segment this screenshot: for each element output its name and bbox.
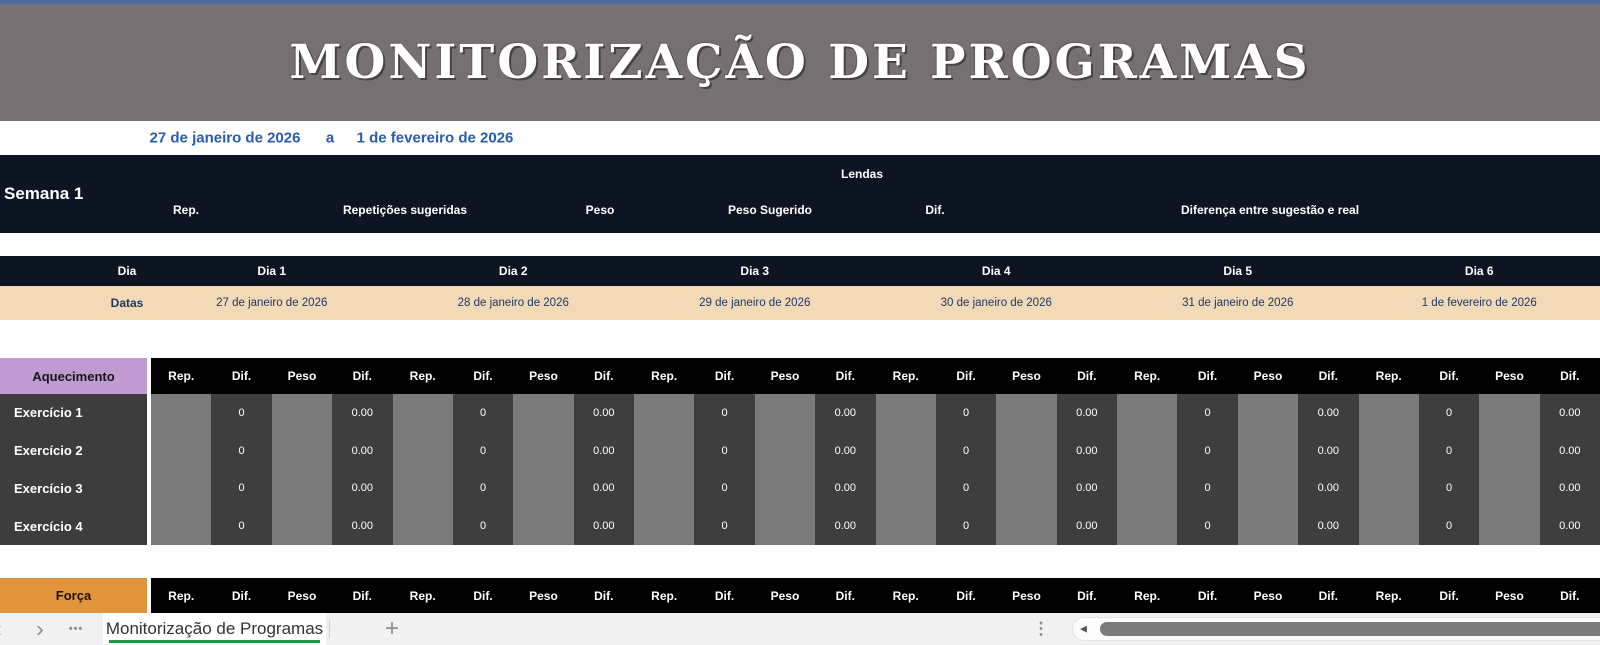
entry-input-cell[interactable]	[876, 394, 936, 432]
metric-header-cell: Dif.	[714, 588, 735, 603]
metric-header-cell: Rep.	[409, 369, 436, 383]
metric-header-cell: Rep.	[168, 588, 195, 603]
difference-value-cell[interactable]: 0	[211, 470, 271, 508]
metric-header-cell: Dif.	[473, 588, 493, 603]
difference-value-cell[interactable]: 0	[453, 432, 513, 470]
difference-value-cell[interactable]: 0	[1419, 470, 1479, 508]
entry-input-cell[interactable]	[1117, 394, 1177, 432]
warmup-table-body	[0, 394, 1600, 545]
difference-value-cell[interactable]: 0.00	[574, 394, 634, 432]
difference-value-cell[interactable]: 0	[694, 470, 754, 508]
date-cell: 29 de janeiro de 2026	[699, 297, 811, 309]
entry-input-cell[interactable]	[272, 470, 332, 508]
entry-input-cell[interactable]	[996, 507, 1056, 545]
metric-header-cell: Peso	[770, 588, 800, 603]
entry-input-cell[interactable]	[1479, 470, 1539, 508]
metric-header-cell: Dif.	[714, 369, 735, 383]
date-cell: 1 de fevereiro de 2026	[1421, 297, 1537, 309]
entry-input-cell[interactable]	[996, 432, 1056, 470]
add-sheet-button[interactable]: +	[384, 615, 400, 642]
entry-input-cell[interactable]	[513, 507, 573, 545]
entry-input-cell[interactable]	[634, 507, 694, 545]
entry-input-cell[interactable]	[1359, 394, 1419, 432]
metric-header-cell: Dif.	[1077, 588, 1097, 603]
day-header-row	[0, 256, 1600, 286]
entry-input-cell[interactable]	[1117, 470, 1177, 508]
title-banner	[0, 4, 1600, 121]
metric-header-cell: Dif.	[231, 588, 252, 603]
metric-header-cell: Rep.	[168, 369, 195, 383]
metric-header-cell: Rep.	[1375, 369, 1402, 383]
entry-input-cell[interactable]	[1117, 432, 1177, 470]
date-cells	[151, 286, 1600, 320]
difference-value-cell[interactable]: 0.00	[332, 470, 392, 508]
difference-value-cell[interactable]: 0.00	[815, 394, 875, 432]
difference-value-cell[interactable]: 0	[211, 394, 271, 432]
legend-title: Lendas	[840, 167, 884, 181]
metric-header-cell: Dif.	[473, 369, 493, 383]
date-cell: 28 de janeiro de 2026	[457, 297, 569, 309]
difference-value-cell[interactable]: 0	[1419, 394, 1479, 432]
difference-value-cell[interactable]: 0.00	[815, 470, 875, 508]
date-cell: 30 de janeiro de 2026	[940, 297, 1052, 309]
difference-value-cell[interactable]: 0.00	[1540, 394, 1600, 432]
entry-input-cell[interactable]	[393, 470, 453, 508]
metric-header-cell: Dif.	[1439, 588, 1459, 603]
entry-input-cell[interactable]	[996, 470, 1056, 508]
metric-header-cell: Rep.	[1134, 369, 1161, 383]
metric-header-cell: Dif.	[1318, 369, 1338, 383]
dates-row	[0, 286, 1600, 320]
dates-corner-label: Datas	[110, 296, 144, 310]
metric-header-cell: Dif.	[1439, 369, 1459, 383]
entry-input-cell[interactable]	[755, 432, 815, 470]
entry-input-cell[interactable]	[634, 394, 694, 432]
scrollbar-left-arrow-icon[interactable]: ◀	[1080, 623, 1087, 634]
difference-value-cell[interactable]: 0.00	[1540, 507, 1600, 545]
difference-value-cell[interactable]: 0.00	[1057, 507, 1117, 545]
entry-input-cell[interactable]	[393, 507, 453, 545]
day-header-cell: Dia 6	[1464, 264, 1494, 278]
entry-input-cell[interactable]	[1238, 507, 1298, 545]
entry-input-cell[interactable]	[634, 470, 694, 508]
difference-value-cell[interactable]: 0.00	[332, 394, 392, 432]
difference-value-cell[interactable]: 0.00	[1298, 470, 1358, 508]
metric-header-cell: Dif.	[1560, 588, 1580, 603]
metric-header-cell: Dif.	[956, 588, 976, 603]
metric-header-cell: Peso	[1495, 369, 1524, 383]
metric-header-cell: Dif.	[352, 369, 372, 383]
exercise-name-column	[0, 394, 147, 545]
metric-header-cell: Dif.	[835, 369, 855, 383]
metric-header-cell: Rep.	[1134, 588, 1161, 603]
metric-header-cell: Dif.	[835, 588, 855, 603]
difference-value-cell[interactable]: 0.00	[1540, 470, 1600, 508]
entry-input-cell[interactable]	[1479, 432, 1539, 470]
difference-value-cell[interactable]: 0	[453, 507, 513, 545]
difference-value-cell[interactable]: 0	[1419, 432, 1479, 470]
metric-header-cell: Dif.	[956, 369, 976, 383]
day-header-cells	[151, 256, 1600, 286]
entry-input-cell[interactable]	[151, 507, 211, 545]
warmup-section-header	[0, 358, 1600, 394]
horizontal-scrollbar-thumb[interactable]	[1100, 622, 1600, 636]
tabs-scroll-left-icon[interactable]	[0, 616, 2, 643]
active-sheet-tab[interactable]	[103, 613, 326, 645]
entry-input-cell[interactable]	[1479, 394, 1539, 432]
metric-header-cell: Peso	[529, 369, 558, 383]
metric-header-cell: Dif.	[1318, 588, 1338, 603]
date-cell: 31 de janeiro de 2026	[1182, 297, 1294, 309]
active-sheet-tab-label: Monitorização de Programas	[105, 619, 324, 638]
metric-header-cell: Dif.	[1077, 369, 1097, 383]
week-label: Semana 1	[4, 184, 84, 203]
difference-value-cell[interactable]: 0	[694, 394, 754, 432]
difference-value-cell[interactable]: 0.00	[332, 432, 392, 470]
metric-header-cell: Dif.	[231, 369, 252, 383]
difference-value-cell[interactable]: 0.00	[1298, 394, 1358, 432]
difference-value-cell[interactable]: 0.00	[1298, 507, 1358, 545]
difference-value-cell[interactable]: 0.00	[1540, 432, 1600, 470]
difference-value-cell[interactable]: 0.00	[332, 507, 392, 545]
difference-value-cell[interactable]: 0	[1177, 470, 1237, 508]
entry-input-cell[interactable]	[272, 507, 332, 545]
difference-value-cell[interactable]: 0	[936, 394, 996, 432]
difference-value-cell[interactable]: 0	[1177, 432, 1237, 470]
metric-header-cell: Dif.	[1560, 369, 1580, 383]
day-header-cell: Dia 3	[740, 264, 770, 278]
legend-term: Rep.	[172, 203, 200, 217]
entry-input-cell[interactable]	[272, 432, 332, 470]
day-header-cell: Dia 2	[498, 264, 528, 278]
entry-input-cell[interactable]	[513, 394, 573, 432]
entry-input-cell[interactable]	[272, 394, 332, 432]
difference-value-cell[interactable]: 0.00	[1057, 470, 1117, 508]
legend-meaning: Repetições sugeridas	[342, 203, 468, 217]
entry-input-cell[interactable]	[876, 470, 936, 508]
exercise-label-cell[interactable]: Exercício 4	[14, 518, 83, 534]
legend-meaning: Diferença entre sugestão e real	[1180, 203, 1360, 217]
entry-input-cell[interactable]	[755, 507, 815, 545]
entry-input-cell[interactable]	[1238, 432, 1298, 470]
metric-header-cell: Dif.	[1197, 588, 1218, 603]
tab-divider	[329, 620, 330, 638]
entry-input-cell[interactable]	[1238, 394, 1298, 432]
difference-value-cell[interactable]: 0	[1177, 507, 1237, 545]
tabs-scroll-right-icon[interactable]: ›	[36, 615, 44, 642]
week-legend-band	[0, 155, 1600, 233]
exercise-label-cell[interactable]: Exercício 3	[14, 480, 83, 496]
entry-input-cell[interactable]	[755, 470, 815, 508]
entry-input-cell[interactable]	[151, 470, 211, 508]
metric-header-cell: Dif.	[594, 369, 614, 383]
exercise-label-cell[interactable]: Exercício 1	[14, 405, 83, 421]
metric-header-cell: Rep.	[1375, 588, 1402, 603]
entry-input-cell[interactable]	[513, 432, 573, 470]
metric-header-cell: Rep.	[409, 588, 436, 603]
metric-header-cell: Rep.	[651, 588, 678, 603]
difference-value-cell[interactable]: 0.00	[1057, 432, 1117, 470]
date-range-row	[0, 121, 1600, 155]
sheet-options-icon[interactable]: ⋮	[1032, 619, 1050, 638]
difference-value-cell[interactable]: 0.00	[1298, 432, 1358, 470]
period-separator: a	[325, 129, 335, 147]
strength-section-header	[0, 578, 1600, 613]
exercise-label-cell[interactable]: Exercício 2	[14, 443, 83, 459]
period-start-date: 27 de janeiro de 2026	[149, 129, 301, 147]
difference-value-cell[interactable]: 0.00	[574, 432, 634, 470]
difference-value-cell[interactable]: 0	[936, 470, 996, 508]
entry-input-cell[interactable]	[1117, 507, 1177, 545]
difference-value-cell[interactable]: 0	[936, 432, 996, 470]
difference-value-cell[interactable]: 0	[1177, 394, 1237, 432]
difference-value-cell[interactable]: 0.00	[574, 470, 634, 508]
warmup-metric-headers	[151, 358, 1600, 394]
legend-term: Peso	[585, 203, 615, 217]
difference-value-cell[interactable]: 0	[694, 507, 754, 545]
difference-value-cell[interactable]: 0	[694, 432, 754, 470]
day-corner-label: Dia	[117, 264, 137, 278]
page-title: MONITORIZAÇÃO DE PROGRAMAS	[289, 35, 1311, 90]
day-header-cell: Dia 5	[1223, 264, 1253, 278]
entry-input-cell[interactable]	[1238, 470, 1298, 508]
legend-meaning: Peso Sugerido	[727, 203, 813, 217]
difference-value-cell[interactable]: 0	[453, 470, 513, 508]
entry-input-cell[interactable]	[876, 507, 936, 545]
all-sheets-menu-icon[interactable]: •••	[68, 623, 84, 635]
difference-value-cell[interactable]: 0	[211, 432, 271, 470]
metric-header-cell: Peso	[287, 588, 317, 603]
entry-input-cell[interactable]	[513, 470, 573, 508]
metric-header-cell: Dif.	[594, 588, 614, 603]
entry-input-cell[interactable]	[755, 394, 815, 432]
warmup-section-label: Aquecimento	[0, 358, 147, 394]
metric-header-cell: Peso	[1012, 369, 1041, 383]
active-tab-underline	[109, 640, 320, 643]
entry-input-cell[interactable]	[634, 432, 694, 470]
metric-header-cell: Rep.	[892, 369, 919, 383]
entry-input-cell[interactable]	[393, 432, 453, 470]
strength-metric-headers	[151, 578, 1600, 613]
difference-value-cell[interactable]: 0	[453, 394, 513, 432]
entry-input-cell[interactable]	[1359, 432, 1419, 470]
difference-value-cell[interactable]: 0	[211, 507, 271, 545]
metric-header-cell: Peso	[770, 369, 800, 383]
date-cell: 27 de janeiro de 2026	[216, 297, 328, 309]
day-header-cell: Dia 1	[257, 264, 287, 278]
metric-header-cell: Rep.	[651, 369, 678, 383]
difference-value-cell[interactable]: 0	[1419, 507, 1479, 545]
difference-value-cell[interactable]: 0.00	[815, 432, 875, 470]
entry-input-cell[interactable]	[876, 432, 936, 470]
difference-value-cell[interactable]: 0.00	[815, 507, 875, 545]
entry-input-cell[interactable]	[1359, 470, 1419, 508]
entry-input-cell[interactable]	[151, 394, 211, 432]
entry-input-cell[interactable]	[1479, 507, 1539, 545]
metric-header-cell: Rep.	[892, 588, 919, 603]
period-end-date: 1 de fevereiro de 2026	[356, 129, 514, 147]
metric-header-cell: Peso	[1253, 588, 1283, 603]
sheet-tab-bar	[0, 613, 1600, 645]
difference-value-cell[interactable]: 0	[936, 507, 996, 545]
metric-header-cell: Peso	[1012, 588, 1041, 603]
entry-input-cell[interactable]	[996, 394, 1056, 432]
entry-input-cell[interactable]	[1359, 507, 1419, 545]
metric-header-cell: Peso	[1253, 369, 1283, 383]
entry-input-cell[interactable]	[151, 432, 211, 470]
difference-value-cell[interactable]: 0.00	[1057, 394, 1117, 432]
metric-header-cell: Peso	[529, 588, 558, 603]
metric-header-cell: Dif.	[1197, 369, 1218, 383]
metric-header-cell: Peso	[1495, 588, 1524, 603]
legend-term: Dif.	[925, 203, 945, 217]
strength-section-label: Força	[0, 578, 147, 613]
day-header-cell: Dia 4	[981, 264, 1011, 278]
difference-value-cell[interactable]: 0.00	[574, 507, 634, 545]
metric-header-cell: Dif.	[352, 588, 372, 603]
warmup-data-grid	[151, 394, 1600, 545]
entry-input-cell[interactable]	[393, 394, 453, 432]
metric-header-cell: Peso	[287, 369, 317, 383]
